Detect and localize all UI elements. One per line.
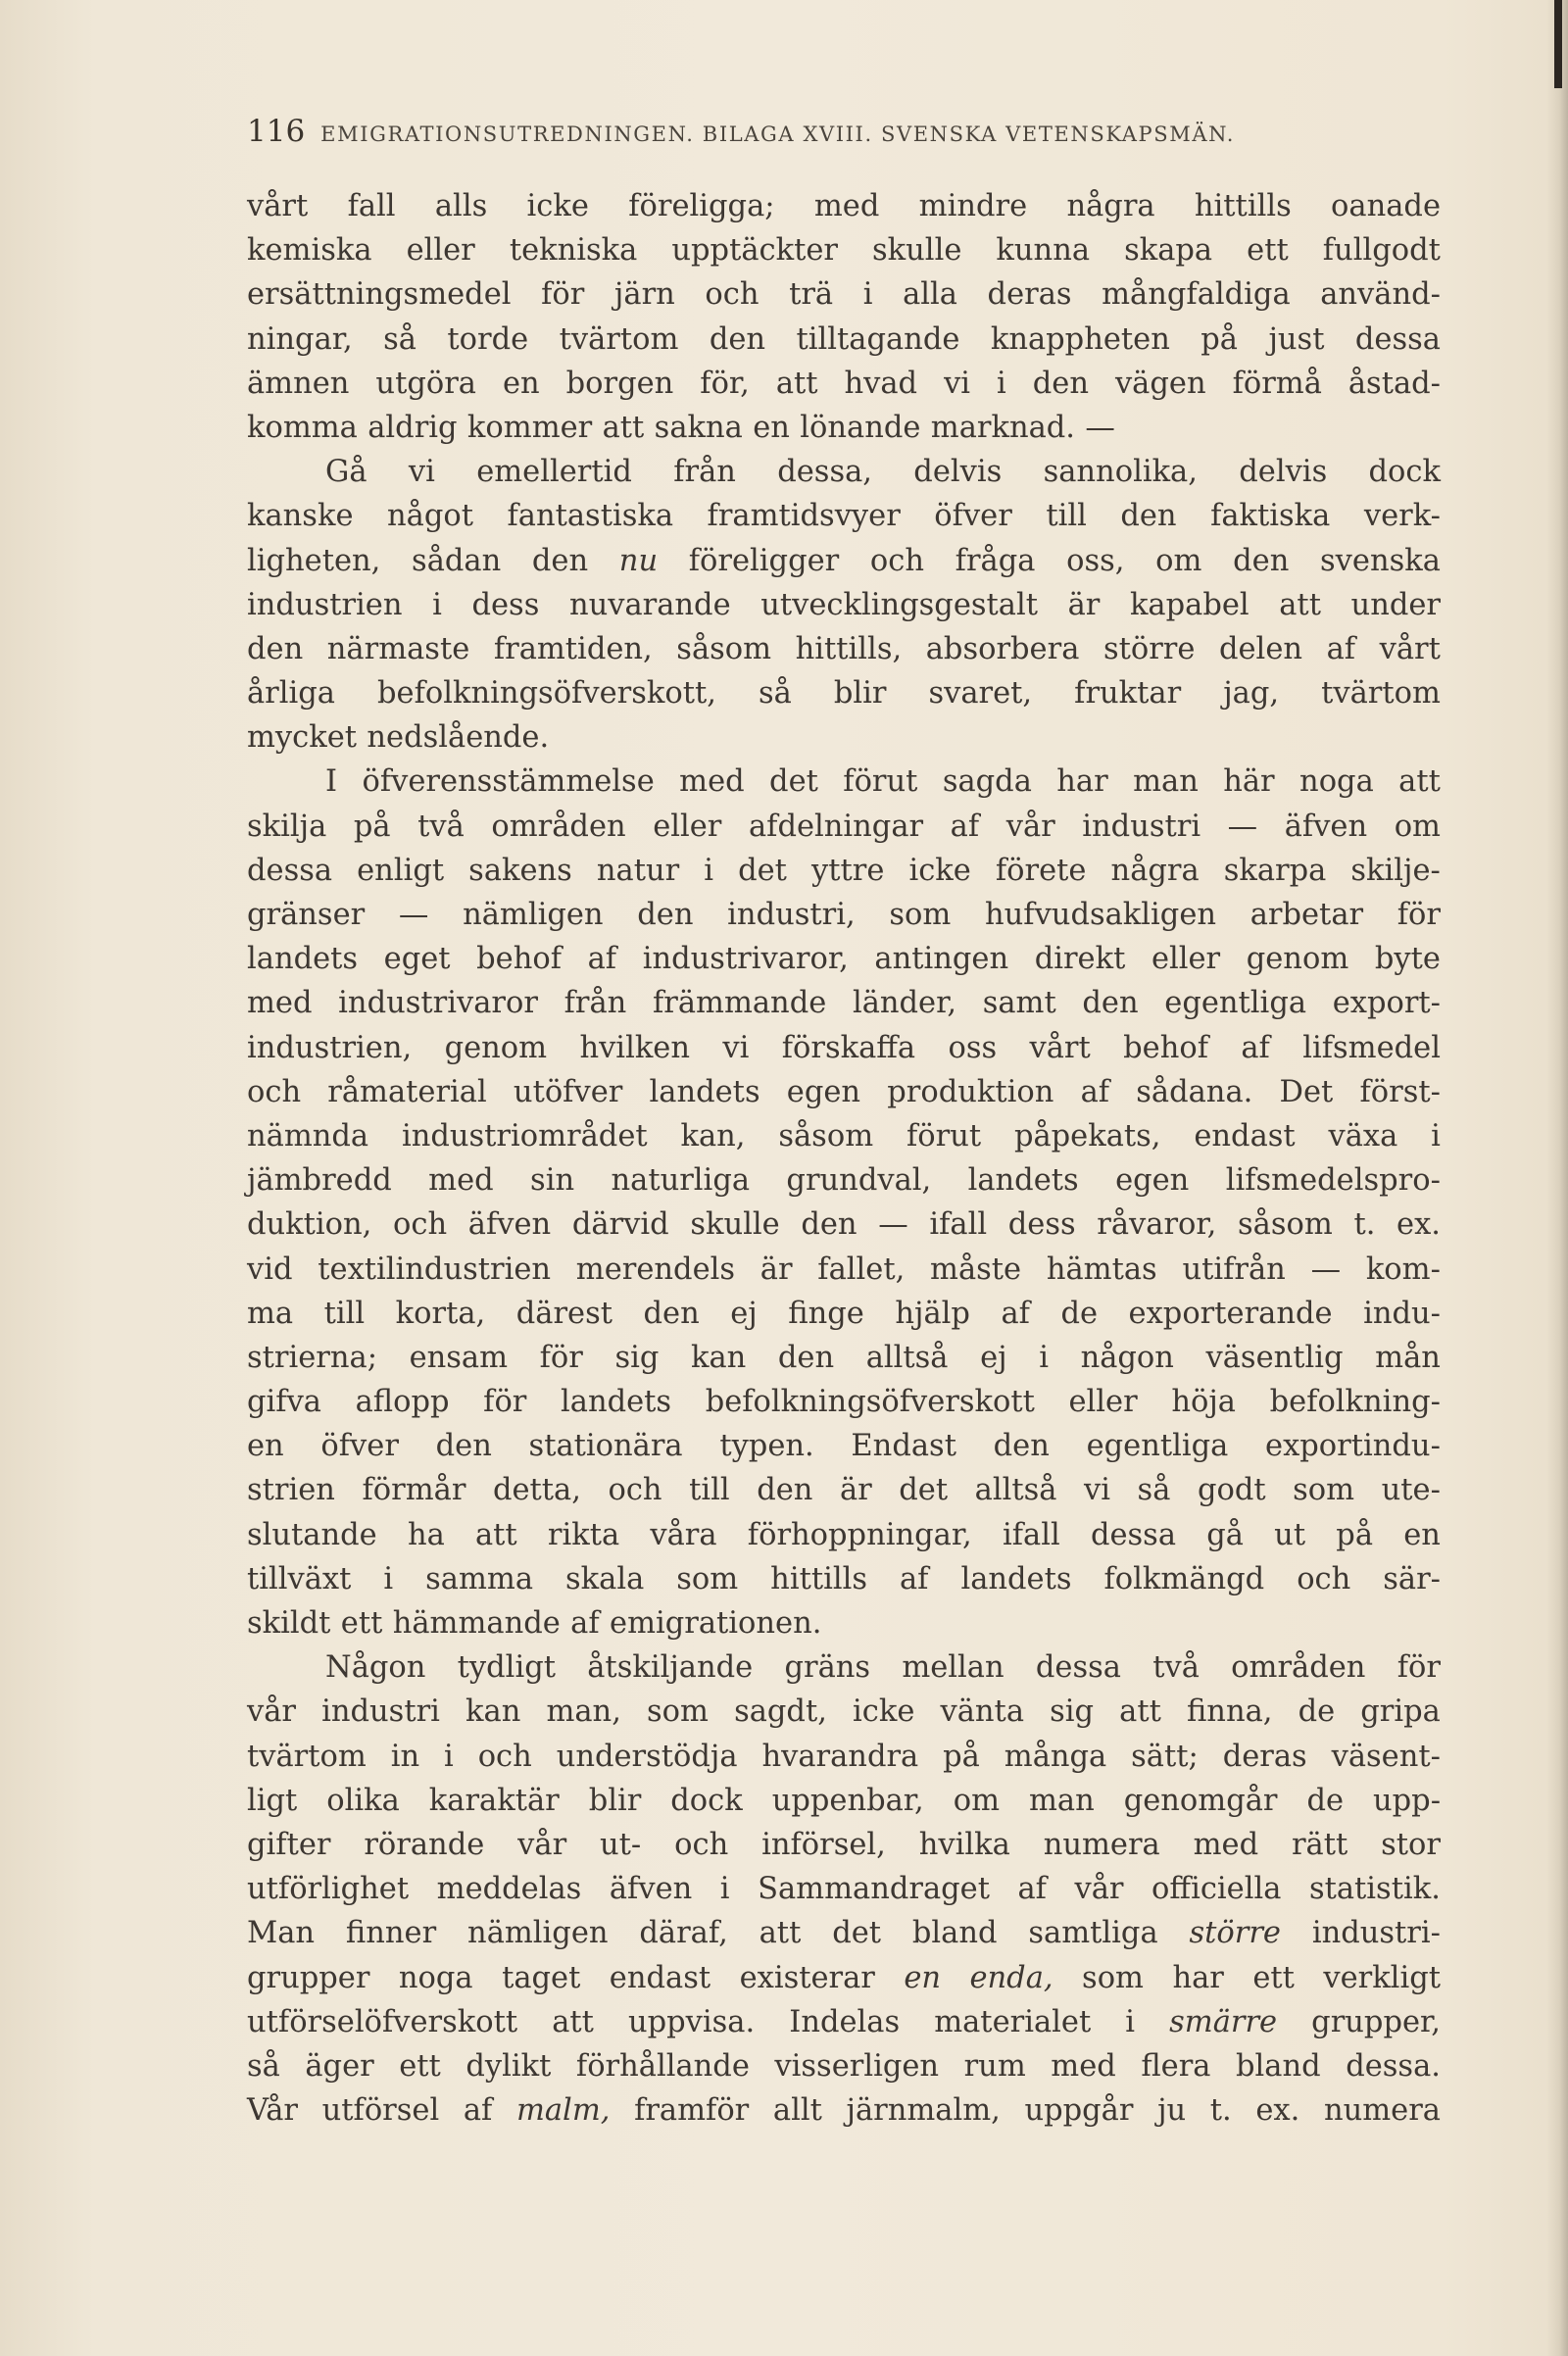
text-line: ersättningsmedel för järn och trä i alla deras mångfaldiga använd- — [247, 277, 1441, 313]
text-line: ningar, så torde tvärtom den tilltagande knappheten på just dessa — [247, 321, 1441, 357]
text-line: landets eget behof af industrivaror, antingen direkt eller genom byte — [247, 942, 1441, 977]
text-line: industrien i dess nuvarande utvecklingsgestalt är kapabel att under — [247, 587, 1441, 622]
text-line: vår industri kan man, som sagdt, icke vänta sig att finna, de gripa — [247, 1694, 1441, 1730]
text-line: ligheten, sådan den nu föreligger och fråga oss, om den svenska — [247, 543, 1441, 578]
text-line: Gå vi emellertid från dessa, delvis sannolika, delvis dock — [325, 455, 1441, 490]
text-line: gränser — nämligen den industri, som hufvudsakligen arbetar för — [247, 898, 1441, 932]
text-line: årliga befolkningsöfverskott, så blir svaret, fruktar jag, tvärtom — [247, 676, 1441, 712]
text-line: I öfverensstämmelse med det förut sagda har man här noga att — [325, 764, 1441, 800]
text-line: ma till korta, därest den ej finge hjälp af de exporterande indu- — [247, 1296, 1441, 1331]
text-line: tillväxt i samma skala som hittills af landets folkmängd och sär- — [247, 1561, 1441, 1596]
text-line: slutande ha att rikta våra förhoppningar, ifall dessa gå ut på en — [247, 1517, 1441, 1552]
text-line: duktion, och äfven därvid skulle den — ifall dess råvaror, såsom t. ex. — [247, 1207, 1441, 1243]
text-line: skildt ett hämmande af emigrationen. — [247, 1606, 822, 1641]
text-line: ämnen utgöra en borgen för, att hvad vi i den vägen förmå åstad- — [247, 366, 1441, 401]
text-line: nämnda industriområdet kan, såsom förut påpekats, endast växa i — [247, 1118, 1441, 1153]
text-line: utförlighet meddelas äfven i Sammandraget af vår officiella statistik. — [247, 1872, 1441, 1907]
running-title: EMIGRATIONSUTREDNINGEN. BILAGA XVIII. SVENSKA VETENSKAPSMÄN. — [320, 123, 1236, 146]
text-line: gifva aflopp för landets befolkningsöfverskott eller höja befolkning- — [247, 1385, 1441, 1420]
text-line: skilja på två områden eller afdelningar af vår industri — äfven om — [247, 809, 1441, 844]
text-line: så äger ett dylikt förhållande visserligen rum med flera bland dessa. — [247, 2048, 1441, 2084]
text-line: gifter rörande vår ut- och införsel, hvilka numera med rätt stor — [247, 1827, 1441, 1862]
text-line: kanske något fantastiska framtidsvyer öfver till den faktiska verk- — [247, 499, 1441, 534]
running-header — [247, 114, 1443, 149]
text-line: komma aldrig kommer att sakna en lönande marknad. — — [247, 410, 1115, 445]
page-edge-mark — [1554, 0, 1562, 88]
text-line: dessa enligt sakens natur i det yttre icke förete några skarpa skilje- — [247, 853, 1441, 888]
text-line: utförselöfverskott att uppvisa. Indelas materialet i smärre grupper, — [247, 2004, 1441, 2039]
text-line: en öfver den stationära typen. Endast den egentliga exportindu- — [247, 1429, 1441, 1464]
text-line: Vår utförsel af malm, framför allt järnmalm, uppgår ju t. ex. numera — [247, 2093, 1441, 2129]
text-line: Man finner nämligen däraf, att det bland samtliga större industri- — [247, 1916, 1441, 1951]
text-line: kemiska eller tekniska upptäckter skulle kunna skapa ett fullgodt — [247, 233, 1441, 269]
text-line: och råmaterial utöfver landets egen produktion af sådana. Det först- — [247, 1074, 1441, 1109]
text-line: strierna; ensam för sig kan den alltså ej i någon väsentlig mån — [247, 1340, 1441, 1375]
page-edge-shadow — [1546, 0, 1568, 2356]
text-line: strien förmår detta, och till den är det alltså vi så godt som ute- — [247, 1473, 1441, 1508]
text-line: med industrivaror från främmande länder, samt den egentliga export- — [247, 986, 1441, 1021]
text-line: grupper noga taget endast existerar en enda, som har ett verkligt — [247, 1960, 1441, 1995]
text-line: den närmaste framtiden, såsom hittills, absorbera större delen af vårt — [247, 631, 1441, 666]
text-line: vid textilindustrien merendels är fallet, måste hämtas utifrån — kom- — [247, 1252, 1441, 1287]
text-line: jämbredd med sin naturliga grundval, landets egen lifsmedelspro- — [247, 1163, 1441, 1199]
text-line: ligt olika karaktär blir dock uppenbar, om man genomgår de upp- — [247, 1783, 1441, 1818]
body-text — [247, 184, 1441, 2133]
page-number: 116 — [247, 114, 306, 149]
text-line: industrien, genom hvilken vi förskaffa oss vårt behof af lifsmedel — [247, 1030, 1441, 1065]
text-line: tvärtom in i och understödja hvarandra på många sätt; deras väsent- — [247, 1739, 1441, 1774]
text-line: mycket nedslående. — [247, 720, 550, 756]
text-line: vårt fall alls icke föreligga; med mindre några hittills oanade — [247, 189, 1441, 223]
text-line: Någon tydligt åtskiljande gräns mellan dessa två områden för — [325, 1650, 1441, 1686]
